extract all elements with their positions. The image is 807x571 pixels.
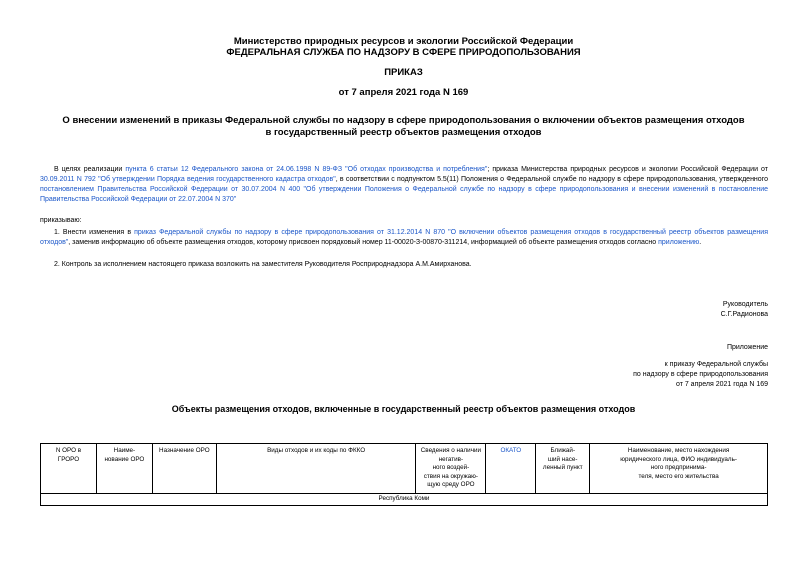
link-order-792[interactable]: 30.09.2011 N 792 "Об утверждении Порядка ведения государственного кадастра отходов" <box>40 176 336 183</box>
link-federal-law-89[interactable]: пункта 6 статьи 12 Федерального закона от 24.06.1998 N 89-ФЗ "Об отходах производства и потребления" <box>125 166 488 173</box>
service-name: ФЕДЕРАЛЬНАЯ СЛУЖБА ПО НАДЗОРУ В СФЕРЕ ПРИРОДОПОЛЬЗОВАНИЯ <box>226 47 581 58</box>
ministry-name: Министерство природных ресурсов и экологии Российской Федерации <box>233 36 574 47</box>
signature-name: С.Г.Радионова <box>720 311 768 318</box>
col-header-impact: Сведения о наличии негатив- ного воздей- ствия на окружаю- щую среду ОРО <box>416 444 486 494</box>
appendix-line-1: к приказу Федеральной службы <box>664 361 768 368</box>
order-word: приказываю: <box>40 217 82 224</box>
item1-text-2: , заменив информацию об объекте размещения отходов, которому присвоен порядковый номер 11-00020-З-00870-311214, информацией об объекте размещения отходов согласно <box>68 239 659 246</box>
document-title: О внесении изменений в приказы Федеральной службы по надзору в сфере природопользования о включении объектов размещения отходов в государственный реестр объектов размещения отходов <box>62 115 745 138</box>
col-header-purpose: Назначение ОРО <box>152 444 216 494</box>
link-order-870[interactable]: приказ Федеральной службы по надзору в сфере природопользования от 31.12.2014 N 870 "О включении объектов размещения отходов в государственный реестр объектов размещения отходов" <box>40 229 768 246</box>
document-date-number: от 7 апреля 2021 года N 169 <box>338 87 469 98</box>
signature-block <box>560 300 768 320</box>
signature-position: Руководитель <box>722 301 768 308</box>
col-header-okato <box>486 444 536 494</box>
preamble-text-1: В целях реализации <box>54 166 126 173</box>
appendix-line-2: по надзору в сфере природопользования <box>633 371 768 378</box>
appendix-block <box>520 343 768 390</box>
col-header-settlement: Ближай- ший насе- ленный пункт <box>536 444 590 494</box>
table-title: Объекты размещения отходов, включенные в государственный реестр объектов размещения отходов <box>171 404 636 414</box>
col-header-operator: Наименование, место нахождения юридического лица, ФИО индивидуаль- ного предпринима- теля, место его жительства <box>590 444 768 494</box>
table-header-row <box>41 444 768 494</box>
col-header-waste-types: Виды отходов и их коды по ФККО <box>216 444 416 494</box>
item1-text-1: 1. Внести изменения в <box>54 229 135 236</box>
order-item-2: 2. Контроль за исполнением настоящего приказа возложить на заместителя Руководителя Росприроднадзора А.М.Амирханова. <box>54 261 472 268</box>
document-type: ПРИКАЗ <box>384 67 423 78</box>
col-header-number: N ОРО в ГРОРО <box>41 444 97 494</box>
item1-text-3: . <box>699 239 702 246</box>
appendix-line-3: от 7 апреля 2021 года N 169 <box>675 381 768 388</box>
appendix-label: Приложение <box>726 344 768 351</box>
registry-table <box>40 443 768 506</box>
preamble-text-3: , в соответствии с подпунктом 5.5(11) Положения о Федеральной службе по надзору в сфере природопользования, утвержденного <box>335 176 768 183</box>
col-header-name: Наиме- нование ОРО <box>96 444 152 494</box>
link-resolution-400[interactable]: постановлением Правительства Российской Федерации от 30.07.2004 N 400 "Об утверждении Положения о Федеральной службе по надзору в сфере природопользования и внесении изменений в постановление Правительства Российской Федерации от 22.07.2004 N 370" <box>40 186 768 203</box>
order-item-1 <box>40 228 768 248</box>
preamble-paragraph <box>40 165 768 205</box>
region-cell: Республика Коми <box>41 493 768 505</box>
link-okato[interactable]: ОКАТО <box>500 447 522 454</box>
table-row-region <box>41 493 768 505</box>
link-appendix[interactable]: приложению <box>658 239 700 246</box>
preamble-text-2: ; приказа Министерства природных ресурсов и экологии Российской Федерации от <box>487 166 768 173</box>
